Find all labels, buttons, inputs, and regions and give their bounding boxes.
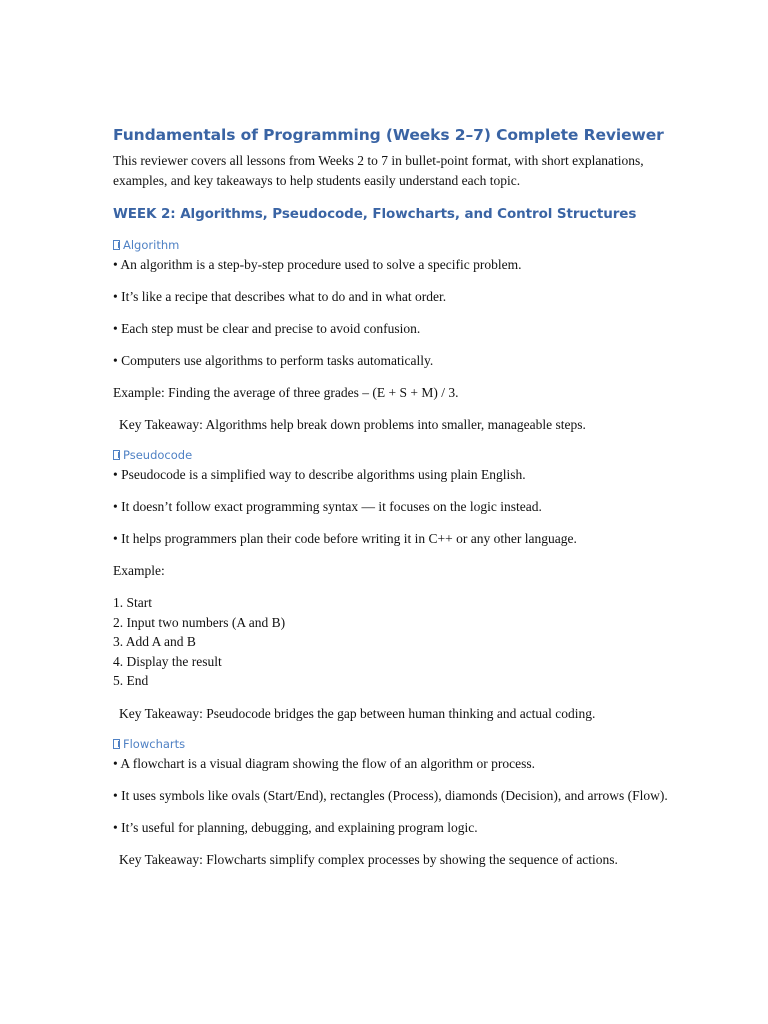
algorithm-bullet-4: • Computers use algorithms to perform tasks automatically. bbox=[113, 353, 434, 368]
pseudocode-step-4: 4. Display the result bbox=[113, 653, 222, 669]
pseudocode-example-label: Example: bbox=[113, 563, 165, 578]
pseudocode-heading bbox=[113, 447, 673, 464]
missing-glyph-icon bbox=[113, 240, 120, 250]
flowcharts-takeaway: Key Takeaway: Flowcharts simplify complex processes by showing the sequence of actions. bbox=[119, 851, 618, 867]
flowcharts-heading bbox=[113, 736, 673, 753]
pseudocode-bullet-2: • It doesn’t follow exact programming syntax — it focuses on the logic instead. bbox=[113, 499, 542, 514]
algorithm-bullet-2: • It’s like a recipe that describes what to do and in what order. bbox=[113, 289, 447, 304]
intro-paragraph: This reviewer covers all lessons from Weeks 2 to 7 in bullet-point format, with short explanations, examples, and key takeaways to help students easily understand each topic. bbox=[113, 153, 644, 188]
algorithm-takeaway: Key Takeaway: Algorithms help break down problems into smaller, manageable steps. bbox=[119, 417, 586, 432]
algorithm-example: Example: Finding the average of three grades – (E + S + M) / 3. bbox=[113, 385, 459, 400]
pseudocode-step-2: 2. Input two numbers (A and B) bbox=[113, 614, 286, 630]
pseudocode-takeaway: Key Takeaway: Pseudocode bridges the gap between human thinking and actual coding. bbox=[119, 705, 596, 721]
algorithm-bullet-1: • An algorithm is a step-by-step procedure used to solve a specific problem. bbox=[113, 257, 522, 272]
document-content bbox=[113, 124, 673, 869]
algorithm-section bbox=[113, 237, 673, 434]
pseudocode-step-1: 1. Start bbox=[113, 595, 152, 610]
pseudocode-section bbox=[113, 447, 673, 723]
pseudocode-bullet-3: • It helps programmers plan their code before writing it in C++ or any other language. bbox=[113, 531, 577, 546]
pseudocode-step-5: 5. End bbox=[113, 673, 149, 688]
pseudocode-heading-label: Pseudocode bbox=[123, 448, 193, 462]
flowcharts-section bbox=[113, 736, 673, 869]
missing-glyph-icon bbox=[113, 450, 120, 460]
algorithm-heading bbox=[113, 237, 673, 254]
document-title: Fundamentals of Programming (Weeks 2–7) Complete Reviewer bbox=[113, 126, 664, 144]
flowcharts-heading-label: Flowcharts bbox=[123, 736, 186, 751]
flowcharts-bullet-1: • A flowchart is a visual diagram showing the flow of an algorithm or process. bbox=[113, 755, 536, 771]
flowcharts-bullet-3: • It’s useful for planning, debugging, and explaining program logic. bbox=[113, 819, 478, 835]
week-2-heading: WEEK 2: Algorithms, Pseudocode, Flowcharts, and Control Structures bbox=[113, 206, 637, 222]
pseudocode-step-3: 3. Add A and B bbox=[113, 634, 196, 649]
algorithm-bullet-3: • Each step must be clear and precise to avoid confusion. bbox=[113, 321, 421, 336]
algorithm-heading-label: Algorithm bbox=[123, 238, 180, 252]
pseudocode-steps bbox=[113, 593, 673, 691]
pseudocode-bullet-1: • Pseudocode is a simplified way to describe algorithms using plain English. bbox=[113, 467, 526, 482]
missing-glyph-icon bbox=[113, 739, 120, 749]
flowcharts-bullet-2: • It uses symbols like ovals (Start/End), rectangles (Process), diamonds (Decision), and arrows (Flow). bbox=[113, 787, 668, 803]
